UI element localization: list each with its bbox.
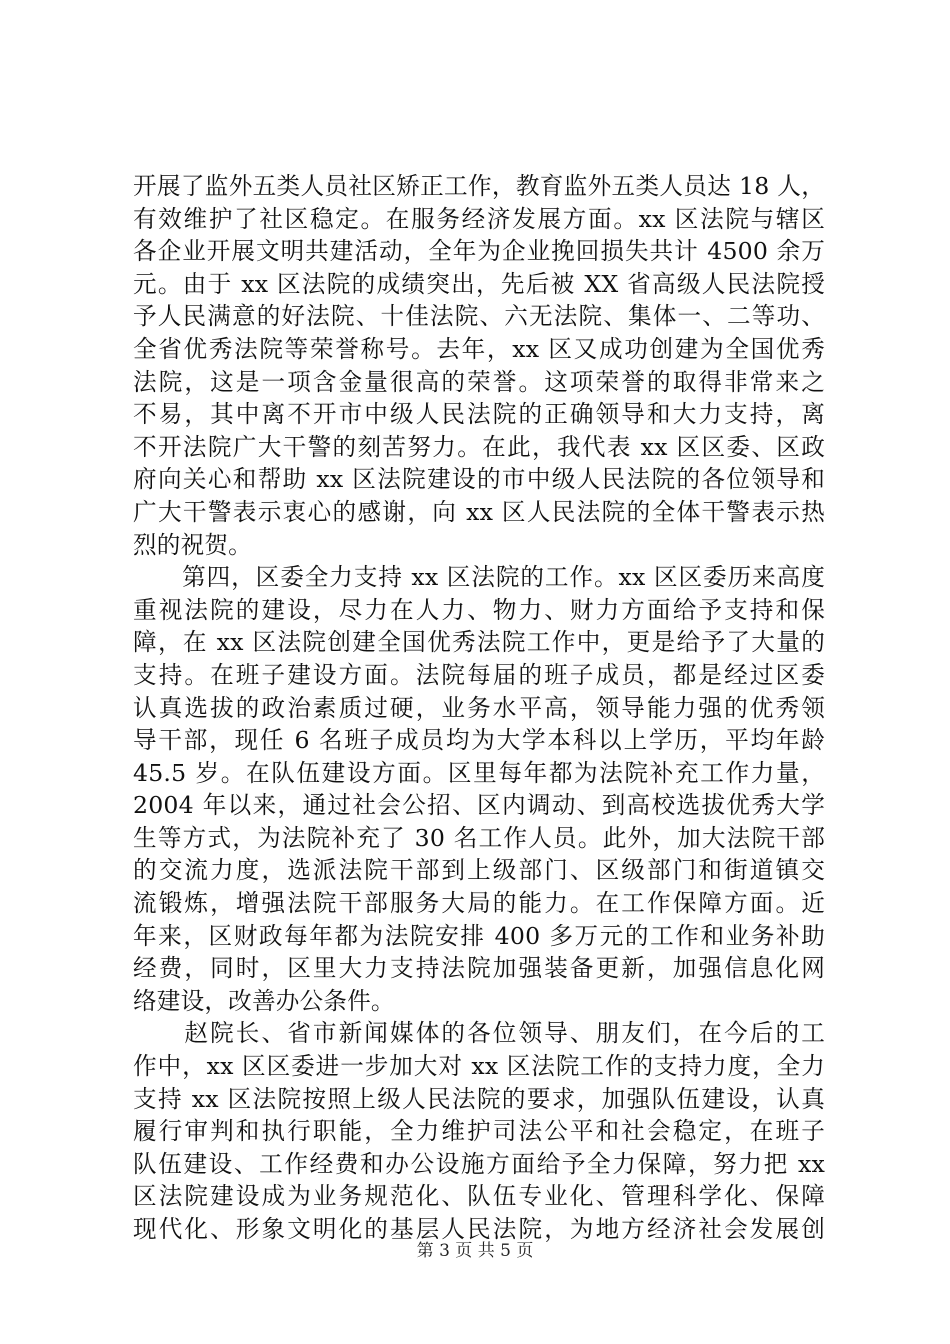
text-line: 烈的祝贺。 bbox=[133, 530, 252, 559]
text-line: 经费，同时，区里大力支持法院加强装备更新，加强信息化网 bbox=[133, 954, 825, 983]
text-line: 年来，区财政每年都为法院安排 400 多万元的工作和业务补助 bbox=[133, 921, 825, 950]
text-line: 导干部，现任 6 名班子成员均为大学本科以上学历，平均年龄 bbox=[133, 726, 825, 755]
text-line: 开展了监外五类人员社区矫正工作，教育监外五类人员达 18 人， bbox=[133, 172, 825, 200]
text-line: 履行审判和执行职能，全力维护司法公平和社会稳定，在班子 bbox=[133, 1117, 825, 1146]
text-line: 支持 xx 区法院按照上级人民法院的要求，加强队伍建设，认真 bbox=[133, 1084, 825, 1113]
text-line: 流锻炼，增强法院干部服务大局的能力。在工作保障方面。近 bbox=[133, 889, 825, 918]
text-line: 作中，xx 区区委进一步加大对 xx 区法院工作的支持力度，全力 bbox=[133, 1052, 825, 1081]
text-line: 支持。在班子建设方面。法院每届的班子成员，都是经过区委 bbox=[133, 660, 825, 689]
text-line: 2004 年以来，通过社会公招、区内调动、到高校选拔优秀大学 bbox=[133, 791, 825, 820]
text-line: 重视法院的建设，尽力在人力、物力、财力方面给予支持和保 bbox=[133, 595, 825, 624]
text-line: 认真选拔的政治素质过硬，业务水平高，领导能力强的优秀领 bbox=[133, 693, 825, 722]
text-line: 全省优秀法院等荣誉称号。去年，xx 区又成功创建为全国优秀 bbox=[133, 334, 825, 363]
text-line: 府向关心和帮助 xx 区法院建设的市中级人民法院的各位领导和 bbox=[133, 465, 825, 494]
text-line: 队伍建设、工作经费和办公设施方面给予全力保障，努力把 xx bbox=[133, 1149, 825, 1178]
text-line: 现代化、形象文明化的基层人民法院，为地方经济社会发展创 bbox=[133, 1215, 825, 1243]
text-line: 各企业开展文明共建活动，全年为企业挽回损失共计 4500 余万 bbox=[133, 237, 825, 266]
text-line: 予人民满意的好法院、十佳法院、六无法院、集体一、二等功、 bbox=[133, 302, 825, 331]
body-text bbox=[133, 170, 825, 1246]
text-line: 的交流力度，选派法院干部到上级部门、区级部门和街道镇交 bbox=[133, 856, 825, 885]
text-line: 法院，这是一项含金量很高的荣誉。这项荣誉的取得非常来之 bbox=[133, 367, 825, 396]
text-line: 络建设，改善办公条件。 bbox=[133, 986, 395, 1015]
text-line: 有效维护了社区稳定。在服务经济发展方面。xx 区法院与辖区 bbox=[133, 204, 825, 233]
text-line: 生等方式，为法院补充了 30 名工作人员。此外，加大法院干部 bbox=[133, 823, 825, 852]
text-line: 广大干警表示衷心的感谢，向 xx 区人民法院的全体干警表示热 bbox=[133, 497, 825, 526]
text-line: 障，在 xx 区法院创建全国优秀法院工作中，更是给予了大量的 bbox=[133, 628, 825, 657]
text-line: 不开法院广大干警的刻苦努力。在此，我代表 xx 区区委、区政 bbox=[133, 432, 825, 461]
text-line: 第四，区委全力支持 xx 区法院的工作。xx 区区委历来高度 bbox=[133, 563, 825, 592]
page-footer: 第 3 页 共 5 页 bbox=[416, 1241, 534, 1261]
text-line: 赵院长、省市新闻媒体的各位领导、朋友们，在今后的工 bbox=[133, 1019, 825, 1048]
text-line: 区法院建设成为业务规范化、队伍专业化、管理科学化、保障 bbox=[133, 1182, 825, 1211]
text-line: 元。由于 xx 区法院的成绩突出，先后被 XX 省高级人民法院授 bbox=[133, 269, 825, 298]
text-line: 45.5 岁。在队伍建设方面。区里每年都为法院补充工作力量， bbox=[133, 758, 825, 787]
text-line: 不易，其中离不开市中级人民法院的正确领导和大力支持，离 bbox=[133, 400, 825, 429]
